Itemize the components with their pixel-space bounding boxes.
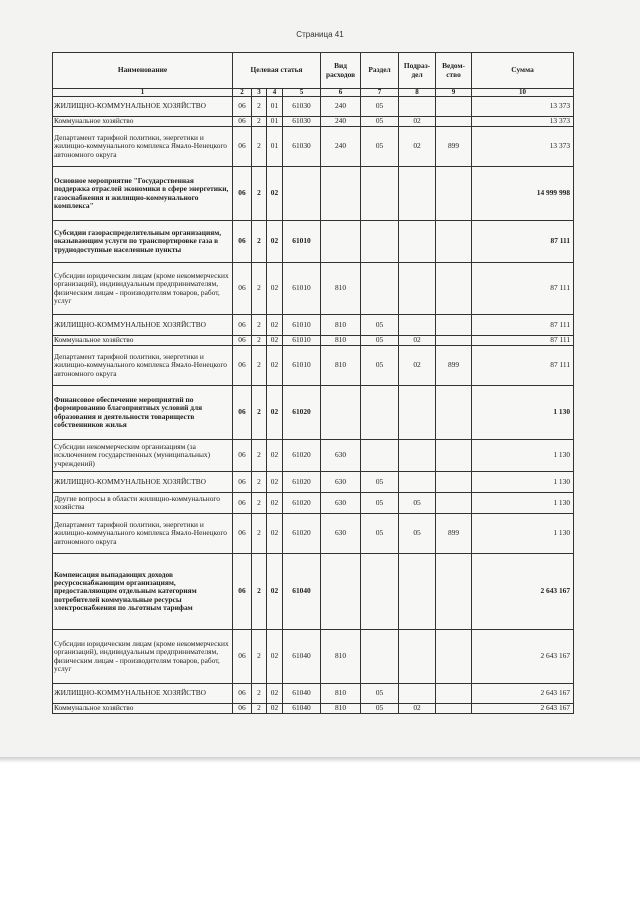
target-code-3-cell: 02 (267, 554, 283, 630)
column-number: 1 (53, 89, 233, 97)
subsection-cell: 02 (399, 704, 436, 714)
sum-cell: 14 999 998 (472, 167, 574, 221)
department-cell (436, 221, 472, 263)
subsection-cell (399, 472, 436, 493)
target-code-4-cell: 61020 (283, 472, 321, 493)
table-row (53, 554, 574, 630)
section-cell (361, 263, 399, 315)
expense-type-cell: 630 (321, 514, 361, 554)
target-code-4-cell: 61040 (283, 554, 321, 630)
target-code-3-cell: 02 (267, 493, 283, 514)
row-name-cell: Департамент тарифной политики, энергетики и жилищно-коммунального комплекса Ямало-Ненецкого автономного округа (53, 514, 233, 554)
sum-cell: 13 373 (472, 127, 574, 167)
target-code-1-cell: 06 (233, 472, 252, 493)
department-cell (436, 336, 472, 346)
header-name: Наименование (53, 53, 233, 89)
target-code-1-cell: 06 (233, 630, 252, 684)
target-code-1-cell: 06 (233, 704, 252, 714)
section-cell (361, 386, 399, 440)
expense-type-cell: 810 (321, 336, 361, 346)
page-edge-shadow (0, 757, 640, 763)
subsection-cell: 02 (399, 336, 436, 346)
row-name-cell: Субсидии юридическим лицам (кроме некоммерческих организаций), индивидуальным предпринимателям, физическим лицам - производителям товаров, работ, услуг (53, 263, 233, 315)
sum-cell: 87 111 (472, 336, 574, 346)
table-row (53, 221, 574, 263)
department-cell (436, 167, 472, 221)
department-cell: 899 (436, 514, 472, 554)
subsection-cell (399, 554, 436, 630)
target-code-3-cell: 02 (267, 440, 283, 472)
table-row (53, 97, 574, 117)
section-cell: 05 (361, 117, 399, 127)
header-subsection: Подраз-дел (399, 53, 436, 89)
expense-type-cell: 810 (321, 315, 361, 336)
table-row (53, 684, 574, 704)
target-code-2-cell: 2 (252, 167, 267, 221)
header-row (53, 53, 574, 89)
target-code-2-cell: 2 (252, 440, 267, 472)
target-code-4-cell: 61040 (283, 704, 321, 714)
target-code-3-cell: 02 (267, 167, 283, 221)
target-code-4-cell: 61040 (283, 684, 321, 704)
expense-type-cell: 630 (321, 440, 361, 472)
subsection-cell (399, 315, 436, 336)
sum-cell: 1 130 (472, 493, 574, 514)
row-name-cell: Коммунальное хозяйство (53, 336, 233, 346)
table-row (53, 346, 574, 386)
target-code-3-cell: 01 (267, 117, 283, 127)
table-row (53, 336, 574, 346)
expense-type-cell: 810 (321, 684, 361, 704)
target-code-1-cell: 06 (233, 514, 252, 554)
column-number: 9 (436, 89, 472, 97)
header-section: Раздел (361, 53, 399, 89)
subsection-cell: 02 (399, 346, 436, 386)
table-row (53, 127, 574, 167)
sum-cell: 13 373 (472, 117, 574, 127)
target-code-3-cell: 01 (267, 97, 283, 117)
target-code-1-cell: 06 (233, 117, 252, 127)
table-row (53, 263, 574, 315)
target-code-1-cell: 06 (233, 127, 252, 167)
row-name-cell: Финансовое обеспечение мероприятий по формированию благоприятных условий для образования и деятельности товариществ собственников жилья (53, 386, 233, 440)
department-cell (436, 472, 472, 493)
section-cell: 05 (361, 336, 399, 346)
target-code-2-cell: 2 (252, 127, 267, 167)
expense-type-cell: 630 (321, 493, 361, 514)
department-cell: 899 (436, 346, 472, 386)
row-name-cell: Коммунальное хозяйство (53, 117, 233, 127)
department-cell (436, 117, 472, 127)
target-code-3-cell: 02 (267, 263, 283, 315)
subsection-cell: 02 (399, 127, 436, 167)
target-code-2-cell: 2 (252, 336, 267, 346)
target-code-2-cell: 2 (252, 117, 267, 127)
section-cell: 05 (361, 472, 399, 493)
table-row (53, 514, 574, 554)
target-code-3-cell: 02 (267, 336, 283, 346)
row-name-cell: ЖИЛИЩНО-КОММУНАЛЬНОЕ ХОЗЯЙСТВО (53, 684, 233, 704)
sum-cell: 87 111 (472, 315, 574, 336)
department-cell: 899 (436, 127, 472, 167)
section-cell: 05 (361, 315, 399, 336)
section-cell: 05 (361, 346, 399, 386)
column-number-row (53, 89, 574, 97)
target-code-1-cell: 06 (233, 684, 252, 704)
sum-cell: 1 130 (472, 440, 574, 472)
row-name-cell: Субсидии некоммерческим организациям (за исключением государственных (муниципальных) учреждений) (53, 440, 233, 472)
target-code-1-cell: 06 (233, 167, 252, 221)
subsection-cell (399, 630, 436, 684)
expense-type-cell (321, 221, 361, 263)
expense-type-cell (321, 386, 361, 440)
column-number: 5 (283, 89, 321, 97)
target-code-4-cell (283, 167, 321, 221)
target-code-2-cell: 2 (252, 630, 267, 684)
expense-type-cell: 810 (321, 263, 361, 315)
table-row (53, 167, 574, 221)
target-code-1-cell: 06 (233, 386, 252, 440)
department-cell (436, 493, 472, 514)
subsection-cell (399, 97, 436, 117)
table-row (53, 440, 574, 472)
row-name-cell: Департамент тарифной политики, энергетики и жилищно-коммунального комплекса Ямало-Ненецкого автономного округа (53, 127, 233, 167)
budget-table (52, 52, 574, 714)
target-code-4-cell: 61010 (283, 336, 321, 346)
section-cell: 05 (361, 127, 399, 167)
department-cell (436, 630, 472, 684)
target-code-2-cell: 2 (252, 472, 267, 493)
sum-cell: 1 130 (472, 386, 574, 440)
target-code-3-cell: 02 (267, 630, 283, 684)
expense-type-cell: 810 (321, 346, 361, 386)
department-cell (436, 684, 472, 704)
target-code-2-cell: 2 (252, 684, 267, 704)
section-cell (361, 630, 399, 684)
column-number: 7 (361, 89, 399, 97)
target-code-2-cell: 2 (252, 315, 267, 336)
target-code-4-cell: 61020 (283, 514, 321, 554)
row-name-cell: Департамент тарифной политики, энергетики и жилищно-коммунального комплекса Ямало-Ненецкого автономного округа (53, 346, 233, 386)
target-code-3-cell: 02 (267, 315, 283, 336)
subsection-cell (399, 221, 436, 263)
department-cell (436, 554, 472, 630)
column-number: 3 (252, 89, 267, 97)
expense-type-cell: 630 (321, 472, 361, 493)
subsection-cell: 05 (399, 514, 436, 554)
target-code-4-cell: 61030 (283, 117, 321, 127)
row-name-cell: Основное мероприятие "Государственная поддержка отраслей экономики в сфере энергетики, газоснабжения и жилищно-коммунального комплекса" (53, 167, 233, 221)
section-cell (361, 554, 399, 630)
table-row (53, 472, 574, 493)
table-body (53, 97, 574, 714)
department-cell (436, 315, 472, 336)
row-name-cell: Субсидии газораспределительным организациям, оказывающим услуги по транспортировке газа в труднодоступные населенные пункты (53, 221, 233, 263)
target-code-1-cell: 06 (233, 493, 252, 514)
sum-cell: 1 130 (472, 514, 574, 554)
target-code-3-cell: 02 (267, 346, 283, 386)
sum-cell: 2 643 167 (472, 684, 574, 704)
target-code-1-cell: 06 (233, 440, 252, 472)
row-name-cell: ЖИЛИЩНО-КОММУНАЛЬНОЕ ХОЗЯЙСТВО (53, 472, 233, 493)
column-number: 2 (233, 89, 252, 97)
section-cell (361, 221, 399, 263)
header-sum: Сумма (472, 53, 574, 89)
column-number: 8 (399, 89, 436, 97)
row-name-cell: ЖИЛИЩНО-КОММУНАЛЬНОЕ ХОЗЯЙСТВО (53, 97, 233, 117)
table-row (53, 704, 574, 714)
row-name-cell: Коммунальное хозяйство (53, 704, 233, 714)
target-code-3-cell: 02 (267, 386, 283, 440)
subsection-cell: 05 (399, 493, 436, 514)
sum-cell: 2 643 167 (472, 554, 574, 630)
sum-cell: 2 643 167 (472, 704, 574, 714)
sum-cell: 2 643 167 (472, 630, 574, 684)
column-number: 10 (472, 89, 574, 97)
subsection-cell: 02 (399, 117, 436, 127)
row-name-cell: ЖИЛИЩНО-КОММУНАЛЬНОЕ ХОЗЯЙСТВО (53, 315, 233, 336)
target-code-1-cell: 06 (233, 336, 252, 346)
target-code-1-cell: 06 (233, 263, 252, 315)
target-code-1-cell: 06 (233, 221, 252, 263)
target-code-3-cell: 02 (267, 684, 283, 704)
target-code-4-cell: 61010 (283, 346, 321, 386)
expense-type-cell (321, 554, 361, 630)
target-code-2-cell: 2 (252, 221, 267, 263)
expense-type-cell (321, 167, 361, 221)
target-code-4-cell: 61010 (283, 221, 321, 263)
column-number: 4 (267, 89, 283, 97)
expense-type-cell: 240 (321, 127, 361, 167)
target-code-4-cell: 61010 (283, 263, 321, 315)
table-row (53, 630, 574, 684)
target-code-2-cell: 2 (252, 97, 267, 117)
sum-cell: 87 111 (472, 346, 574, 386)
subsection-cell (399, 263, 436, 315)
target-code-2-cell: 2 (252, 493, 267, 514)
sum-cell: 87 111 (472, 221, 574, 263)
sum-cell: 1 130 (472, 472, 574, 493)
target-code-3-cell: 01 (267, 127, 283, 167)
target-code-3-cell: 02 (267, 514, 283, 554)
table-row (53, 117, 574, 127)
department-cell (436, 704, 472, 714)
target-code-2-cell: 2 (252, 514, 267, 554)
target-code-1-cell: 06 (233, 315, 252, 336)
target-code-3-cell: 02 (267, 221, 283, 263)
section-cell: 05 (361, 493, 399, 514)
sum-cell: 13 373 (472, 97, 574, 117)
table-row (53, 315, 574, 336)
row-name-cell: Другие вопросы в области жилищно-коммунального хозяйства (53, 493, 233, 514)
target-code-4-cell: 61030 (283, 97, 321, 117)
subsection-cell (399, 440, 436, 472)
target-code-1-cell: 06 (233, 346, 252, 386)
target-code-2-cell: 2 (252, 704, 267, 714)
header-target: Целевая статья (233, 53, 321, 89)
target-code-2-cell: 2 (252, 386, 267, 440)
expense-type-cell: 810 (321, 704, 361, 714)
department-cell (436, 97, 472, 117)
row-name-cell: Компенсация выпадающих доходов ресурсоснабжающим организациям, предоставляющим отдельным категориям потребителей коммунальные ресурсы электроснабжения по льготным тарифам (53, 554, 233, 630)
column-number: 6 (321, 89, 361, 97)
target-code-4-cell: 61040 (283, 630, 321, 684)
target-code-2-cell: 2 (252, 263, 267, 315)
target-code-3-cell: 02 (267, 704, 283, 714)
department-cell (436, 263, 472, 315)
header-type: Вид расходов (321, 53, 361, 89)
subsection-cell (399, 386, 436, 440)
department-cell (436, 440, 472, 472)
table-row (53, 493, 574, 514)
section-cell: 05 (361, 704, 399, 714)
target-code-4-cell: 61010 (283, 315, 321, 336)
target-code-4-cell: 61020 (283, 386, 321, 440)
expense-type-cell: 240 (321, 117, 361, 127)
subsection-cell (399, 167, 436, 221)
target-code-2-cell: 2 (252, 554, 267, 630)
department-cell (436, 386, 472, 440)
expense-type-cell: 240 (321, 97, 361, 117)
target-code-3-cell: 02 (267, 472, 283, 493)
sum-cell: 87 111 (472, 263, 574, 315)
target-code-1-cell: 06 (233, 554, 252, 630)
section-cell (361, 167, 399, 221)
target-code-4-cell: 61020 (283, 440, 321, 472)
section-cell: 05 (361, 97, 399, 117)
target-code-4-cell: 61020 (283, 493, 321, 514)
subsection-cell (399, 684, 436, 704)
section-cell: 05 (361, 684, 399, 704)
header-department: Ведом-ство (436, 53, 472, 89)
section-cell: 05 (361, 514, 399, 554)
target-code-2-cell: 2 (252, 346, 267, 386)
page-number-label: Страница 41 (296, 30, 344, 39)
expense-type-cell: 810 (321, 630, 361, 684)
section-cell (361, 440, 399, 472)
table-row (53, 386, 574, 440)
target-code-4-cell: 61030 (283, 127, 321, 167)
target-code-1-cell: 06 (233, 97, 252, 117)
row-name-cell: Субсидии юридическим лицам (кроме некоммерческих организаций), индивидуальным предпринимателям, физическим лицам - производителям товаров, работ, услуг (53, 630, 233, 684)
